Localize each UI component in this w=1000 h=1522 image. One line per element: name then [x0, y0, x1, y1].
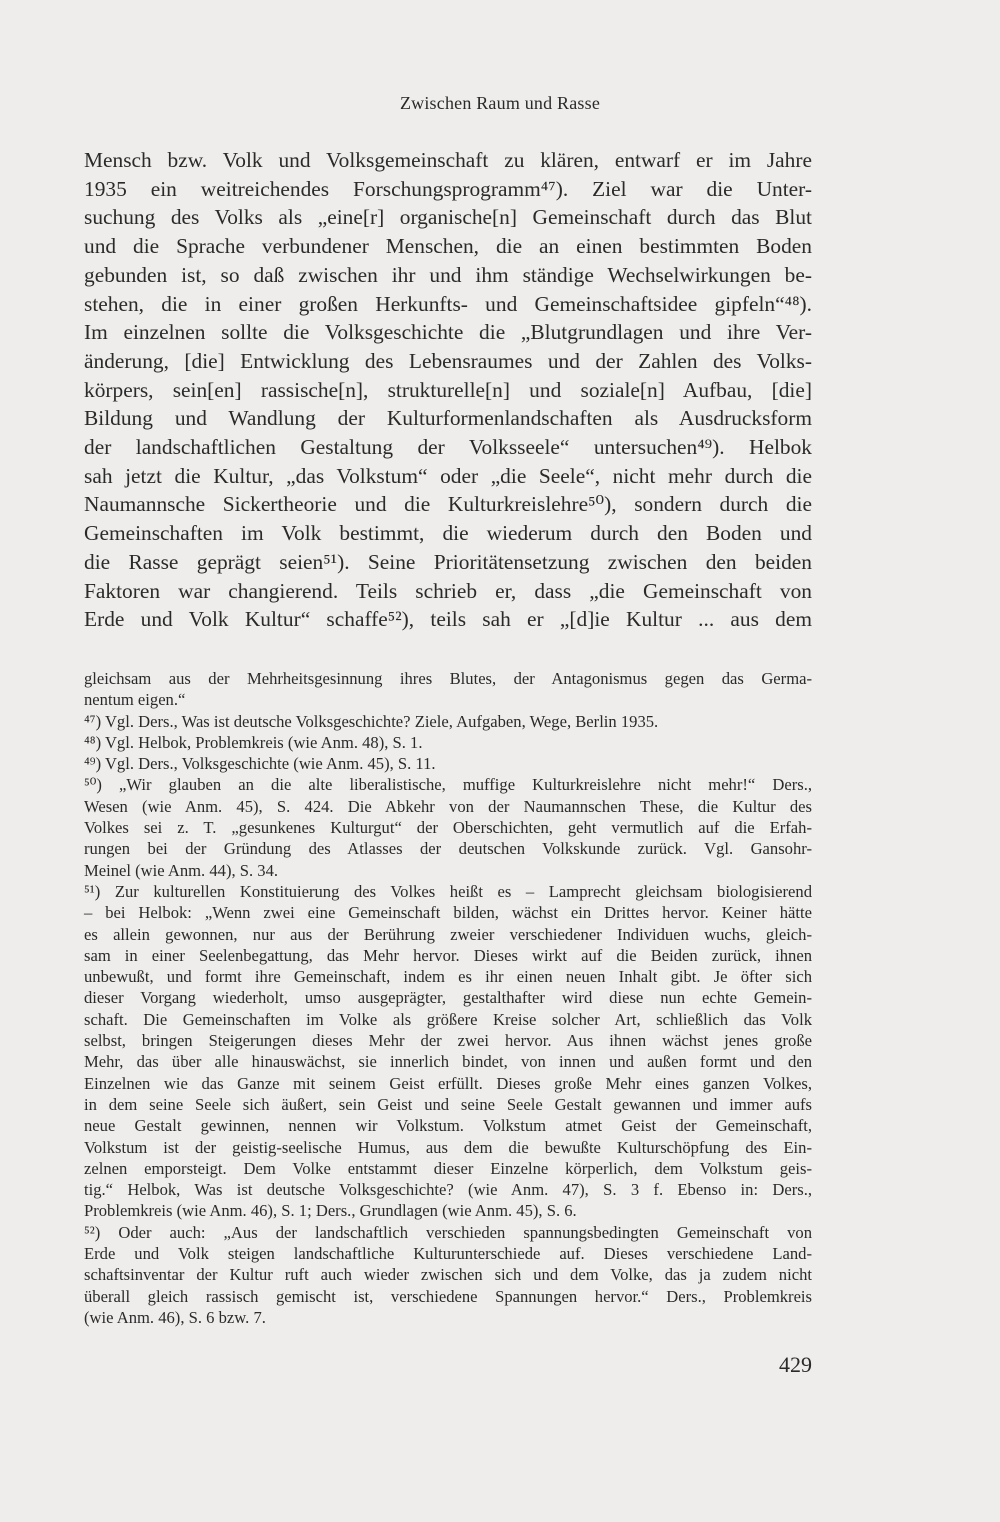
footnote-line: schaft. Die Gemeinschaften im Volke als größere Kreise solcher Art, schließlich das Volk — [84, 1009, 812, 1029]
main-text-line: stehen, die in einer großen Herkunfts- und Gemeinschaftsidee gipfeln“⁴⁸). — [84, 291, 812, 316]
main-text-line: Gemeinschaften im Volk bestimmt, die wiederum durch den Boden und — [84, 521, 812, 546]
footnote-line: unbewußt, und formt ihre Gemeinschaft, indem es ihr einen neuen Inhalt gibt. Je öfter sich — [84, 967, 812, 987]
main-text-line: 1935 ein weitreichendes Forschungsprogramm⁴⁷). Ziel war die Unter- — [84, 176, 812, 201]
footnote-line: Volkstum ist der geistig-seelische Humus, aus dem die bewußte Kulturschöpfung des Ein- — [84, 1137, 812, 1157]
footnote-line: in dem seine Seele sich äußert, sein Geist und seine Seele Gestalt gewannen und immer aufs — [84, 1094, 812, 1114]
main-text-line: der landschaftlichen Gestaltung der Volksseele“ untersuchen⁴⁹). Helbok — [84, 435, 812, 460]
footnote-line: es allein gewonnen, nur aus der Berührung zweier verschiedener Individuen wuchs, gleich- — [84, 924, 812, 944]
footnote-line: (wie Anm. 46), S. 6 bzw. 7. — [84, 1307, 266, 1327]
main-text-line: änderung, [die] Entwicklung des Lebensraumes und der Zahlen des Volks- — [84, 348, 812, 373]
footnote-line: – bei Helbok: „Wenn zwei eine Gemeinschaft bilden, wächst ein Drittes hervor. Keiner hätte — [84, 903, 812, 923]
footnote-line: Einzelnen wie das Ganze mit seinem Geist erfüllt. Dieses große Mehr eines ganzen Volkes, — [84, 1073, 812, 1093]
footnote-line: gleichsam aus der Mehrheitsgesinnung ihres Blutes, der Antagonismus gegen das Germa- — [84, 669, 812, 688]
main-text-line: körpers, sein[en] rassische[n], strukturelle[n] und soziale[n] Aufbau, [die] — [84, 377, 812, 402]
footnote-line: selbst, bringen Steigerungen dieses Mehr der zwei hervor. Aus ihnen wächst jenes große — [84, 1031, 812, 1051]
main-text-line: gebunden ist, so daß zwischen ihr und ihm ständige Wechselwirkungen be- — [84, 262, 812, 287]
footnote-line: Volkes sei z. T. „gesunkenes Kulturgut“ der Oberschichten, geht vermutlich auf die Erfah- — [84, 818, 812, 838]
footnote-line: Problemkreis (wie Anm. 46), S. 1; Ders., Grundlagen (wie Anm. 45), S. 6. — [84, 1201, 577, 1221]
footnotes — [84, 668, 812, 1328]
main-text-line: sah jetzt die Kultur, „das Volkstum“ oder „die Seele“, nicht mehr durch die — [84, 463, 812, 488]
footnote-52: ⁵²) Oder auch: „Aus der landschaftlich verschieden spannungsbedingten Gemeinschaft von — [84, 1222, 812, 1242]
main-text-line: Bildung und Wandlung der Kulturformenlandschaften als Ausdrucksform — [84, 406, 812, 431]
footnote-line: zelnen emporsteigt. Dem Volke entstammt dieser Einzelne körperlich, dem Volkstum geis- — [84, 1158, 812, 1178]
footnote-51: ⁵¹) Zur kulturellen Konstituierung des Volkes heißt es – Lamprecht gleichsam biologisierend — [84, 881, 812, 901]
main-text-line: die Rasse geprägt seien⁵¹). Seine Prioritätensetzung zwischen den beiden — [84, 549, 812, 574]
footnote-line: Erde und Volk steigen landschaftliche Kulturunterschiede auf. Dieses verschiedene Land- — [84, 1244, 812, 1264]
main-text-line: Naumannsche Sickertheorie und die Kulturkreislehre⁵⁰), sondern durch die — [84, 492, 812, 517]
footnote-line: schaftsinventar der Kultur ruft auch wieder zwischen sich und dem Volke, das ja zudem nicht — [84, 1265, 812, 1285]
main-text-line: Faktoren war changierend. Teils schrieb er, dass „die Gemeinschaft von — [84, 578, 812, 603]
main-text-line: Mensch bzw. Volk und Volksgemeinschaft zu klären, entwarf er im Jahre — [84, 148, 812, 172]
footnote-line: Wesen (wie Anm. 45), S. 424. Die Abkehr von der Naumannschen These, die Kultur des — [84, 796, 812, 816]
running-head: Zwischen Raum und Rasse — [399, 93, 601, 113]
footnote-line: Meinel (wie Anm. 44), S. 34. — [84, 860, 279, 880]
footnote-50: ⁵⁰) „Wir glauben an die alte liberalistische, muffige Kulturkreislehre nicht mehr!“ Ders., — [84, 775, 812, 795]
main-text — [84, 146, 812, 634]
footnote-48: ⁴⁸) Vgl. Helbok, Problemkreis (wie Anm. 48), S. 1. — [84, 732, 423, 752]
footnote-line: tig.“ Helbok, Was ist deutsche Volksgeschichte? (wie Anm. 47), S. 3 f. Ebenso in: Ders., — [84, 1180, 812, 1200]
main-text-line: Im einzelnen sollte die Volksgeschichte die „Blutgrundlagen und ihre Ver- — [84, 320, 812, 345]
page-number: 429 — [779, 1352, 812, 1377]
main-text-line: Erde und Volk Kultur“ schaffe⁵²), teils sah er „[d]ie Kultur ... aus dem — [84, 607, 812, 632]
main-text-line: und die Sprache verbundener Menschen, die an einen bestimmten Boden — [84, 234, 812, 259]
footnote-49: ⁴⁹) Vgl. Ders., Volksgeschichte (wie Anm. 45), S. 11. — [84, 754, 436, 774]
footnote-line: nentum eigen.“ — [84, 690, 186, 710]
footnote-line: überall gleich rassisch gemischt ist, verschiedene Spannungen hervor.“ Ders., Problemkreis — [84, 1286, 812, 1306]
footnote-line: dieser Vorgang wiederholt, umso ausgeprägter, gestalthafter wird diese nun echte Gemein- — [84, 988, 812, 1008]
footnote-line: sam in einer Seelenbegattung, das Mehr hervor. Dieses wirkt auf die Beiden zurück, ihnen — [84, 945, 812, 965]
footnote-47: ⁴⁷) Vgl. Ders., Was ist deutsche Volksgeschichte? Ziele, Aufgaben, Wege, Berlin 1935. — [84, 711, 659, 731]
footnote-line: Mehr, das über alle hinauswächst, sie innerlich bindet, von innen und außen formt und den — [84, 1052, 812, 1072]
main-text-line: suchung des Volks als „eine[r] organische[n] Gemeinschaft durch das Blut — [84, 205, 812, 230]
footnote-line: neue Gestalt gewinnen, nennen wir Volkstum. Volkstum atmet Geist der Gemeinschaft, — [84, 1116, 812, 1136]
footnote-line: rungen bei der Gründung des Atlasses der deutschen Volkskunde zurück. Vgl. Gansohr- — [84, 839, 812, 859]
